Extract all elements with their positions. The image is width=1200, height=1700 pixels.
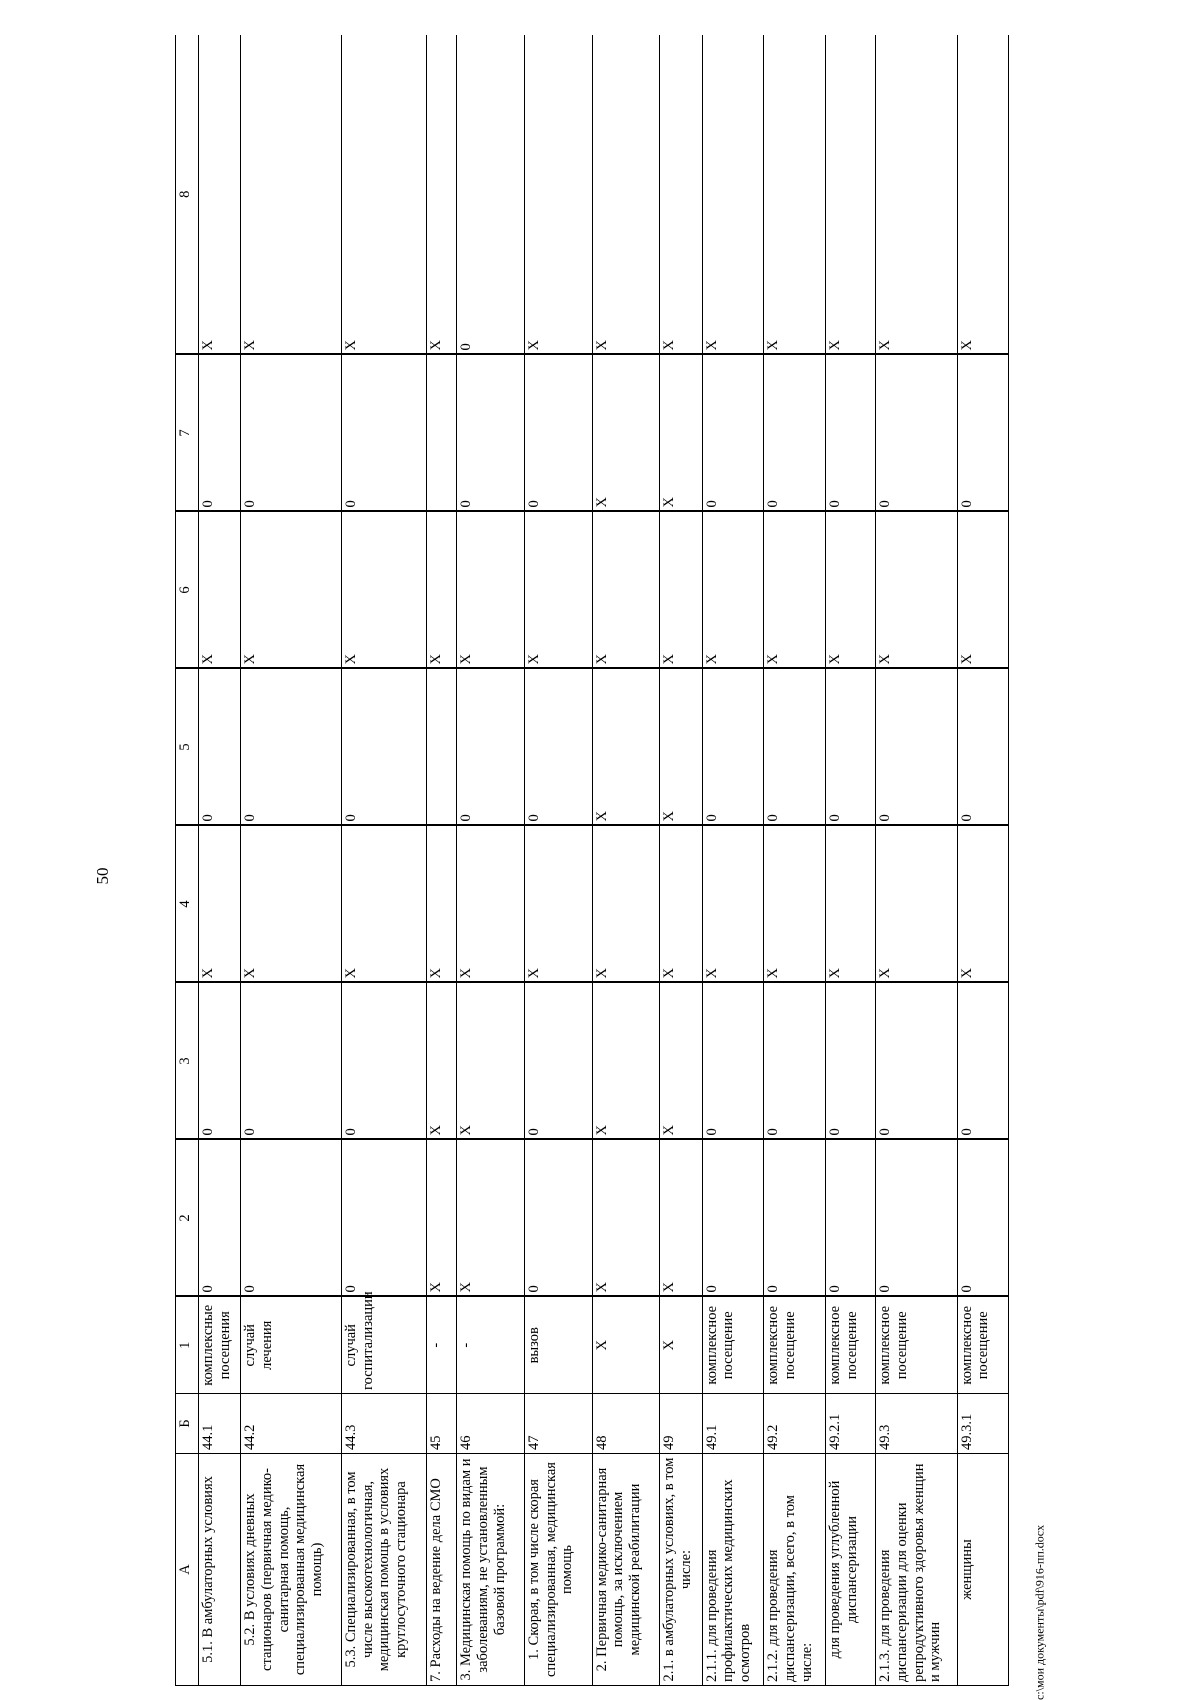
- table-container: [175, 35, 1009, 1686]
- header-col-4: 4: [176, 826, 199, 983]
- cell-col-5: 0: [764, 669, 826, 826]
- cell-col-3: 0: [957, 983, 1008, 1140]
- cell-col-2: 0: [702, 1140, 764, 1297]
- header-col-a: А: [176, 1454, 199, 1686]
- cell-a: 3. Медицинская помощь по видам и заболеваниям, не установленным базовой программой:: [457, 1454, 525, 1686]
- cell-col-1: комплексное посещение: [826, 1297, 876, 1394]
- cell-col-4: X: [199, 826, 241, 983]
- cell-col-8: X: [764, 35, 826, 355]
- cell-col-3: X: [457, 983, 525, 1140]
- cell-col-6: X: [876, 512, 957, 669]
- cell-col-3: 0: [764, 983, 826, 1140]
- cell-col-5: X: [592, 669, 660, 826]
- cell-a: женщины: [957, 1454, 1008, 1686]
- cell-col-2: 0: [826, 1140, 876, 1297]
- cell-col-8: X: [957, 35, 1008, 355]
- cell-col-8: X: [702, 35, 764, 355]
- cell-a: 5.3. Специализированная, в том числе высокотехнологичная, медицинская помощь в условиях круглосуточного стационара: [342, 1454, 427, 1686]
- cell-col-5: 0: [525, 669, 593, 826]
- cell-col-4: X: [457, 826, 525, 983]
- cell-col-7: 0: [199, 355, 241, 512]
- footer-file-path: c:\мои документы\pdf\916-пп.docx: [1032, 1524, 1047, 1700]
- table-row: [764, 35, 826, 1686]
- cell-col-4: X: [592, 826, 660, 983]
- cell-col-5: 0: [199, 669, 241, 826]
- cell-a: 2.1.3. для проведения диспансеризации для оценки репродуктивного здоровья женщин и мужчин: [876, 1454, 957, 1686]
- cell-col-5: 0: [826, 669, 876, 826]
- cell-col-1: вызов: [525, 1297, 593, 1394]
- header-row: [176, 35, 199, 1686]
- table-row: [525, 35, 593, 1686]
- cell-col-3: 0: [702, 983, 764, 1140]
- cell-col-1: X: [660, 1297, 702, 1394]
- cell-col-6: X: [660, 512, 702, 669]
- cell-b: 49.3.1: [957, 1394, 1008, 1454]
- cell-b: 48: [592, 1394, 660, 1454]
- table-row: [342, 35, 427, 1686]
- cell-b: 44.1: [199, 1394, 241, 1454]
- header-col-8: 8: [176, 35, 199, 355]
- cell-col-4: X: [241, 826, 342, 983]
- cell-b: 49.1: [702, 1394, 764, 1454]
- cell-col-3: 0: [876, 983, 957, 1140]
- cell-col-6: X: [525, 512, 593, 669]
- header-col-6: 6: [176, 512, 199, 669]
- table-body: [199, 35, 1009, 1686]
- cell-col-1: комплексное посещение: [876, 1297, 957, 1394]
- cell-col-1: комплексное посещение: [702, 1297, 764, 1394]
- cell-b: 45: [427, 1394, 457, 1454]
- cell-col-7: 0: [241, 355, 342, 512]
- cell-col-6: X: [241, 512, 342, 669]
- cell-a: 5.1. В амбулаторных условиях: [199, 1454, 241, 1686]
- cell-col-6: X: [427, 512, 457, 669]
- cell-col-4: X: [525, 826, 593, 983]
- cell-col-4: X: [427, 826, 457, 983]
- table-row: [592, 35, 660, 1686]
- cell-b: 49.3: [876, 1394, 957, 1454]
- cell-col-4: X: [876, 826, 957, 983]
- page-number: 50: [93, 867, 112, 885]
- cell-a: 5.2. В условиях дневных стационаров (первичная медико-санитарная помощь, специализированная медицинская помощь): [241, 1454, 342, 1686]
- cell-a: 7. Расходы на ведение дела СМО: [427, 1454, 457, 1686]
- cell-col-6: X: [957, 512, 1008, 669]
- cell-col-5: 0: [876, 669, 957, 826]
- cell-col-7: 0: [457, 355, 525, 512]
- table-row: [876, 35, 957, 1686]
- data-table: [175, 35, 1009, 1686]
- cell-col-1: -: [427, 1297, 457, 1394]
- header-col-1: 1: [176, 1297, 199, 1394]
- cell-col-2: 0: [241, 1140, 342, 1297]
- cell-col-1: комплексные посещения: [199, 1297, 241, 1394]
- cell-col-8: X: [199, 35, 241, 355]
- cell-col-1: случай лечения: [241, 1297, 342, 1394]
- cell-a: 2.1.2. для проведения диспансеризации, всего, в том числе:: [764, 1454, 826, 1686]
- cell-col-1: случай госпитализации: [342, 1297, 427, 1394]
- cell-col-4: X: [957, 826, 1008, 983]
- cell-col-5: 0: [342, 669, 427, 826]
- cell-a: 2. Первичная медико-санитарная помощь, за исключением медицинской реабилитации: [592, 1454, 660, 1686]
- cell-col-3: X: [592, 983, 660, 1140]
- header-col-5: 5: [176, 669, 199, 826]
- cell-col-7: 0: [957, 355, 1008, 512]
- cell-col-7: [427, 355, 457, 512]
- cell-col-2: 0: [199, 1140, 241, 1297]
- cell-col-4: X: [342, 826, 427, 983]
- cell-col-8: X: [525, 35, 593, 355]
- cell-col-5: 0: [957, 669, 1008, 826]
- cell-col-8: X: [427, 35, 457, 355]
- cell-col-1: -: [457, 1297, 525, 1394]
- cell-b: 49.2.1: [826, 1394, 876, 1454]
- cell-col-8: X: [592, 35, 660, 355]
- header-col-7: 7: [176, 355, 199, 512]
- table-row: [660, 35, 702, 1686]
- cell-col-7: X: [592, 355, 660, 512]
- cell-col-6: X: [826, 512, 876, 669]
- cell-col-7: 0: [764, 355, 826, 512]
- cell-col-4: X: [660, 826, 702, 983]
- cell-col-2: 0: [957, 1140, 1008, 1297]
- cell-col-6: X: [199, 512, 241, 669]
- cell-col-2: 0: [764, 1140, 826, 1297]
- cell-col-8: X: [826, 35, 876, 355]
- cell-col-3: X: [427, 983, 457, 1140]
- cell-col-3: 0: [342, 983, 427, 1140]
- header-col-3: 3: [176, 983, 199, 1140]
- cell-col-4: X: [826, 826, 876, 983]
- cell-a: 2.1.1. для проведения профилактических медицинских осмотров: [702, 1454, 764, 1686]
- cell-col-6: X: [764, 512, 826, 669]
- cell-col-5: [427, 669, 457, 826]
- cell-col-2: 0: [876, 1140, 957, 1297]
- cell-b: 49: [660, 1394, 702, 1454]
- cell-col-6: X: [342, 512, 427, 669]
- cell-col-3: 0: [199, 983, 241, 1140]
- cell-a: 1. Скорая, в том числе скорая специализированная, медицинская помощь: [525, 1454, 593, 1686]
- cell-a: для проведения углубленной диспансеризации: [826, 1454, 876, 1686]
- cell-col-7: 0: [876, 355, 957, 512]
- cell-col-6: X: [592, 512, 660, 669]
- cell-col-6: X: [457, 512, 525, 669]
- cell-col-7: 0: [342, 355, 427, 512]
- table-row: [427, 35, 457, 1686]
- cell-col-8: X: [876, 35, 957, 355]
- cell-col-2: 0: [342, 1140, 427, 1297]
- cell-col-3: X: [660, 983, 702, 1140]
- cell-col-2: X: [660, 1140, 702, 1297]
- cell-col-3: 0: [525, 983, 593, 1140]
- header-col-2: 2: [176, 1140, 199, 1297]
- cell-b: 44.3: [342, 1394, 427, 1454]
- cell-col-3: 0: [826, 983, 876, 1140]
- cell-col-8: X: [241, 35, 342, 355]
- cell-col-7: X: [660, 355, 702, 512]
- cell-col-3: 0: [241, 983, 342, 1140]
- table-row: [826, 35, 876, 1686]
- cell-col-2: X: [457, 1140, 525, 1297]
- cell-a: 2.1. в амбулаторных условиях, в том числе:: [660, 1454, 702, 1686]
- cell-col-4: X: [764, 826, 826, 983]
- cell-col-2: X: [592, 1140, 660, 1297]
- cell-col-8: X: [660, 35, 702, 355]
- cell-b: 46: [457, 1394, 525, 1454]
- cell-col-8: X: [342, 35, 427, 355]
- table-row: [457, 35, 525, 1686]
- table-row: [957, 35, 1008, 1686]
- cell-col-1: комплексное посещение: [764, 1297, 826, 1394]
- cell-col-4: X: [702, 826, 764, 983]
- cell-col-8: 0: [457, 35, 525, 355]
- cell-b: 44.2: [241, 1394, 342, 1454]
- cell-col-5: X: [660, 669, 702, 826]
- cell-col-2: 0: [525, 1140, 593, 1297]
- table-row: [199, 35, 241, 1686]
- cell-col-7: 0: [525, 355, 593, 512]
- cell-col-5: 0: [702, 669, 764, 826]
- cell-col-6: X: [702, 512, 764, 669]
- cell-b: 47: [525, 1394, 593, 1454]
- cell-col-2: X: [427, 1140, 457, 1297]
- table-row: [241, 35, 342, 1686]
- cell-b: 49.2: [764, 1394, 826, 1454]
- cell-col-1: комплексное посещение: [957, 1297, 1008, 1394]
- header-col-b: Б: [176, 1394, 199, 1454]
- cell-col-7: 0: [826, 355, 876, 512]
- cell-col-5: 0: [241, 669, 342, 826]
- cell-col-1: X: [592, 1297, 660, 1394]
- cell-col-5: 0: [457, 669, 525, 826]
- cell-col-7: 0: [702, 355, 764, 512]
- table-row: [702, 35, 764, 1686]
